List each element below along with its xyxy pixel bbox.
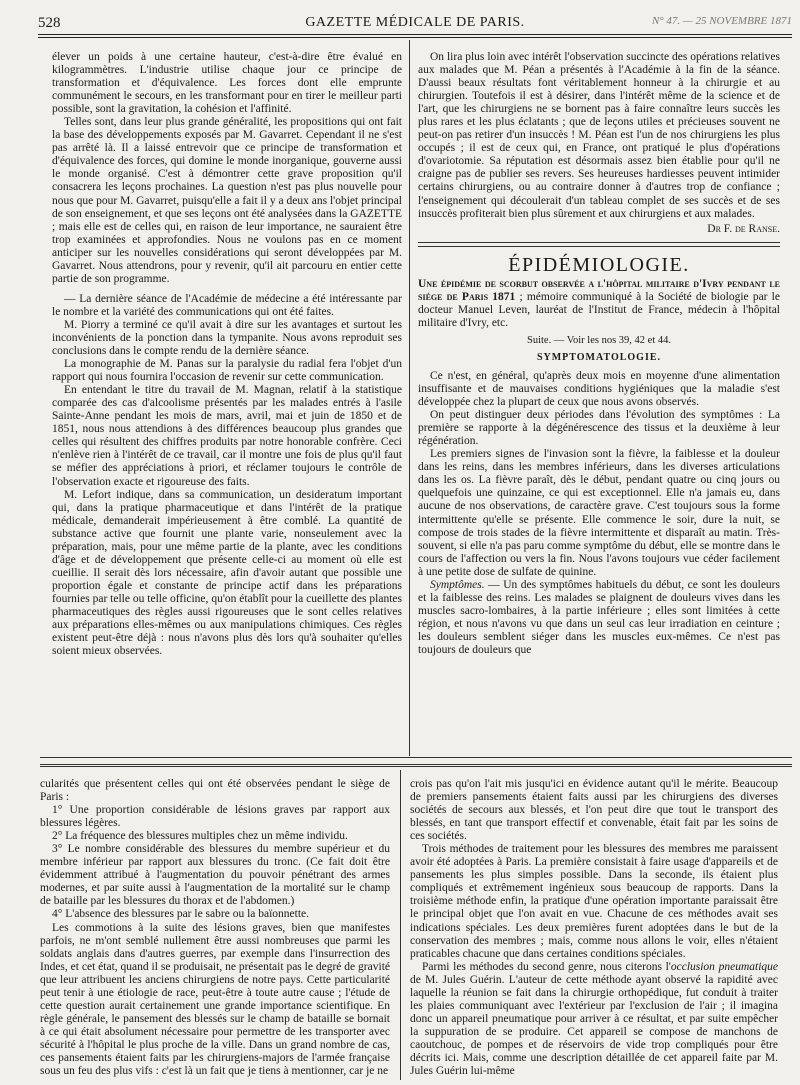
page-divider-upper (40, 757, 792, 758)
paragraph: Trois méthodes de traitement pour les blessures des membres me paraissent avoir été adoptées à Paris. La première consistait à faire usage d'appareils et de pansements les plus simples possible. Dans la seconde, ils étaient plus compliqués et extrêmement ingénieux sous beaucoup de rapports. Dans la troisième méthode enfin, la pratique d'une opération importante paraissait être le principal objet que l'on avait en vue. Chacune de ces méthodes avait ses indications spéciales. Les deux premières furent adoptées dans le but de la conservation des membres ; mais, comme nous allons le voir, elles n'étaient praticables chacune que dans certaines conditions spéciales. (410, 843, 778, 960)
column-divider-top (409, 40, 410, 756)
paragraph: élever un poids à une certaine hauteur, c'est-à-dire être évalué en kilogrammètres. L'industrie utilise chaque jour ce principe de transformation et d'équivalence. Les forces dont elle emprunte communément le secours, en les transformant pour en tirer le meilleur parti possible, sont la gravitation, la cohésion et l'affinité. (52, 51, 402, 116)
paragraph: M. Lefort indique, dans sa communication, un desideratum important qui, dans la pratique pharmaceutique et dans l'intérêt de la pratique médicale, demanderait impérieusement à être comblé. La quantité de substance active que fournit une plante varie, nonseulement avec la préparation, mais, pour une même partie de la plante, avec les conditions d'âge et de développement que présente celle-ci au moment où elle est cueillie. Il serait dès lors nécessaire, afin d'avoir autant que possible une proportion égale et constante de principe actif dans les préparations fournies par telle ou telle officine, qu'on établît pour la cueillette des plantes pharmaceutiques des règles aussi rigoureuses que le sont celles relatives aux préparations elles-mêmes ou aux manipulations chimiques. Ces règles existent peut-être déjà : nous n'avons plus dès lors qu'à souhaiter qu'elles soient mieux observées. (52, 488, 402, 658)
left-column-top (52, 51, 402, 658)
paragraph (410, 961, 778, 1078)
header-rule (38, 37, 792, 38)
paragraph: On lira plus loin avec intérêt l'observation succincte des opérations relatives aux malades que M. Péan a présentés à l'Académie à la fin de la séance. D'aussi beaux résultats font véritablement honneur à la chirurgie et au chirurgien. Toutefois il est à désirer, dans l'intérêt même de la science et de l'art, que les chirurgiens ne se bornent pas à faire connaître leurs succès les plus rares et les plus éclatants ; que de leçons utiles et précieuses souvent ne peut-on pas retirer d'un insuccès ! M. Péan est l'un de nos chirurgiens les plus occupés ; il est de ceux qui, en France, ont pratiqué le plus d'opérations d'ovariotomie. Sa réputation est désormais assez bien établie pour qu'il ne craigne pas de publier ses revers. Ses heureuses hardiesses peuvent intimider certains chirurgiens, ou au contraire donner à d'autres trop de confiance ; l'enseignement qui découlerait d'un tableau complet de ses succès et de ses insuccès profiterait bien plus sûrement et aux chirurgiens et aux malades. (418, 51, 780, 220)
paragraph: 4° L'absence des blessures par le sabre ou la baïonnette. (52, 908, 310, 921)
paragraph: Ce n'est, en général, qu'après deux mois en moyenne d'une alimentation insuffisante et de mauvaises conditions hygiéniques que la maladie s'est développée chez la plupart de ceux que nous avons observés. (418, 369, 780, 409)
column-divider-bottom (400, 770, 401, 1080)
article-heading (418, 278, 780, 330)
paragraph: On peut distinguer deux périodes dans l'évolution des symptômes : La première se rapporte à la dégénérescence des tissus et la deuxième à leur régénération. (418, 409, 780, 448)
paragraph (418, 579, 780, 657)
paragraph-body: de M. Jules Guérin. L'auteur de cette méthode ayant observé la rapidité avec laquelle la réunion se fait dans la chirurgie orthopédique, fut conduit à traiter les plaies communiquant avec l'extérieur par l'exclusion de l'air ; il imagina donc un appareil pneumatique pour arriver à ce résultat, et par suite empêcher la suppuration de se produire. Cet appareil se compose de manchons de caoutchouc, de pompes et de réservoirs de vide trop compliqués pour être décrits ici. Mais, comme une description détaillée de cet appareil faite par M. Jules Guérin lui-même (410, 973, 778, 1078)
paragraph: — La dernière séance de l'Académie de médecine a été intéressante par le nombre et la variété des communications qui ont été faites. (52, 292, 402, 318)
signature: Dr F. de Ranse. (707, 222, 780, 235)
paragraph: Les premiers signes de l'invasion sont la fièvre, la faiblesse et la douleur dans les reins, dans les membres inférieurs, dans les diverses articulations dans les os. La fièvre paraît, dès le début, pendant quatre ou cinq jours ou quelquefois une quinzaine, ce qui est exceptionnel. Elle n'a jamais eu, dans aucune de nos observations, de caractère grave. C'est toujours sous la forme intermittente qu'elle se présente. Elle commence le soir, dure la nuit, se compose de trois stades de la fièvre intermittente et disparaît au matin. Très-souvent, si elle n'a pas paru comme symptôme du début, elle se montre dans le cours de l'affection ou vers la fin. Nous l'avons toujours vue céder facilement à une petite dose de sulfate de quinine. (418, 448, 780, 578)
paragraph-lead: Symptômes. (430, 578, 485, 591)
paragraph: La monographie de M. Panas sur la paralysie du radial fera l'objet d'un rapport qui nous fournira l'occasion de revenir sur cette communication. (52, 358, 402, 384)
right-column-bottom (410, 778, 778, 1078)
paragraph-start: Parmi les méthodes du second genre, nous citerons l' (422, 960, 671, 973)
page-header (38, 12, 792, 35)
masthead-title: GAZETTE MÉDICALE DE PARIS. (305, 15, 525, 30)
paragraph: Telles sont, dans leur plus grande généralité, les propositions qui ont fait la base des développements exposés par M. Gavarret. Cependant il ne s'est pas arrêté là. Il a laissé entrevoir que ce principe de transformation et d'équivalence des forces, qui domine le monde inorganique, gouverne aussi le monde organisé. C'est à démontrer cette grave proposition qu'il consacrera les leçons prochaines. La question n'est pas plus nouvelle pour nous que pour M. Gavarret, puisqu'elle a fait il y a deux ans l'objet principal de son enseignement, et que ses leçons ont été analysées dans la GAZETTE ; mais elle est de celles qui, en raison de leur importance, ne sauraient être trop examinées et approfondies. Nous ne voulons pas en ce moment anticiper sur les nouvelles considérations qui seront développées par M. Gavarret. Nous attendrons, pour y revenir, qu'il ait parcouru en entier cette partie de son programme. (52, 116, 402, 285)
paragraph: 1° Une proportion considérable de lésions graves par rapport aux blessures légères. (40, 804, 390, 830)
section-rule (418, 242, 780, 247)
paragraph: Les commotions à la suite des lésions graves, bien que manifestes parfois, ne m'ont semblé nullement être aussi nombreuses que parmi les soldats anglais dans d'autres guerres, par exemple dans l'insurrection des Indes, et cet état, quand il se produisait, ne présentait pas le degré de gravité que leur attribuent les anciens chirurgiens de notre pays. Cette particularité peut tenir à une étiologie de race, peut-être à toute autre cause ; l'étude de cette question aurait certainement une grande importance scientifique. En règle générale, le pansement des blessés sur le champ de bataille se bornait à ce qui était absolument nécessaire pour permettre de les transporter avec sécurité à l'hôpital le plus proche de la ville. Dans un grand nombre de cas, ces pansements étaient faits par les chirurgiens-majors de l'armée française sous un feu des plus vifs : c'est là un fait que je tiens à mentionner, car je ne (40, 921, 390, 1078)
paragraph: En entendant le titre du travail de M. Magnan, relatif à la statistique comparée des cas d'alcoolisme présentés par les malades entrés à l'asile Sainte-Anne pendant les mois de mars, avril, mai et juin de 1850 et de 1851, nous nous attendions à des différences beaucoup plus grandes que celles qui résultent des chiffres produits par notre honorable confrère. Ceci n'enlève rien à l'intérêt de ce travail, car il montre une fois de plus qu'il faut se méfier des appréciations à priori, et réclamer toujours le contrôle de l'observation exacte et rigoureuse des faits. (52, 384, 402, 488)
section-title: ÉPIDÉMIOLOGIE. (508, 253, 690, 276)
paragraph: M. Piorry a terminé ce qu'il avait à dire sur les avantages et surtout les inconvénients de la ponction dans la tympanite. Nous avons reproduit ses conclusions dans le compte rendu de la dernière séance. (52, 318, 402, 358)
issue-bleed-through: N° 47. — 25 NOVEMBRE 1871 (651, 15, 792, 27)
paragraph-body: — Un des symptômes habituels du début, ce sont les douleurs et la faiblesse des reins. Les malades se plaignent de douleurs vives dans les muscles sacro-lombaires, à la partie inférieure ; elles sont limitées à cette région, et nous n'avons vu que dans un seul cas leur irradiation en ceinture ; les douleurs semblent siéger dans les muscles eux-mêmes. Ce n'est pas toujours de douleurs que (418, 578, 780, 656)
article-byline: ; mémoire communiqué à la Société de biologie par le docteur Manuel Leven, lauréat de l'Institut de France, médecin à l'hôpital militaire d'Ivry, etc. (418, 290, 780, 329)
page-divider-lower (40, 764, 792, 767)
paragraph: 2° La fréquence des blessures multiples chez un même individu. (52, 830, 348, 843)
left-column-bottom (40, 778, 390, 1078)
continuation-note: Suite. — Voir les nos 39, 42 et 44. (527, 334, 671, 346)
paragraph: crois pas qu'on l'ait mis jusqu'ici en évidence autant qu'il le mérite. Beaucoup de premiers pansements étaient faits aussi par les chirurgiens des diverses sociétés de secours aux blessés, et l'on peut dire que tout le transport des blessés, en tant que transport effectif et convenable, était fait par les soins de ces sociétés. (410, 778, 778, 843)
right-column-top (418, 51, 780, 657)
paragraph: 3° Le nombre considérable des blessures du membre supérieur et du membre inférieur par rapport aux blessures du tronc. (Ce fait doit être évidemment attribué à l'augmentation du pouvoir pénétrant des armes modernes, et par suite aussi à l'augmentation de la mortalité sur le champ de bataille par les blessures du thorax et de l'abdomen.) (40, 843, 390, 908)
page-number: 528 (38, 15, 61, 31)
subheading: SYMPTOMATOLOGIE. (536, 351, 662, 363)
italic-term: occlusion pneumatique (670, 960, 778, 973)
paragraph: cularités que présentent celles qui ont été observées pendant le siège de Paris : (40, 778, 390, 804)
article-title: Une épidémie de scorbut observée a l'hôpital militaire d'Ivry pendant le siége de Paris 1871 (418, 277, 780, 303)
